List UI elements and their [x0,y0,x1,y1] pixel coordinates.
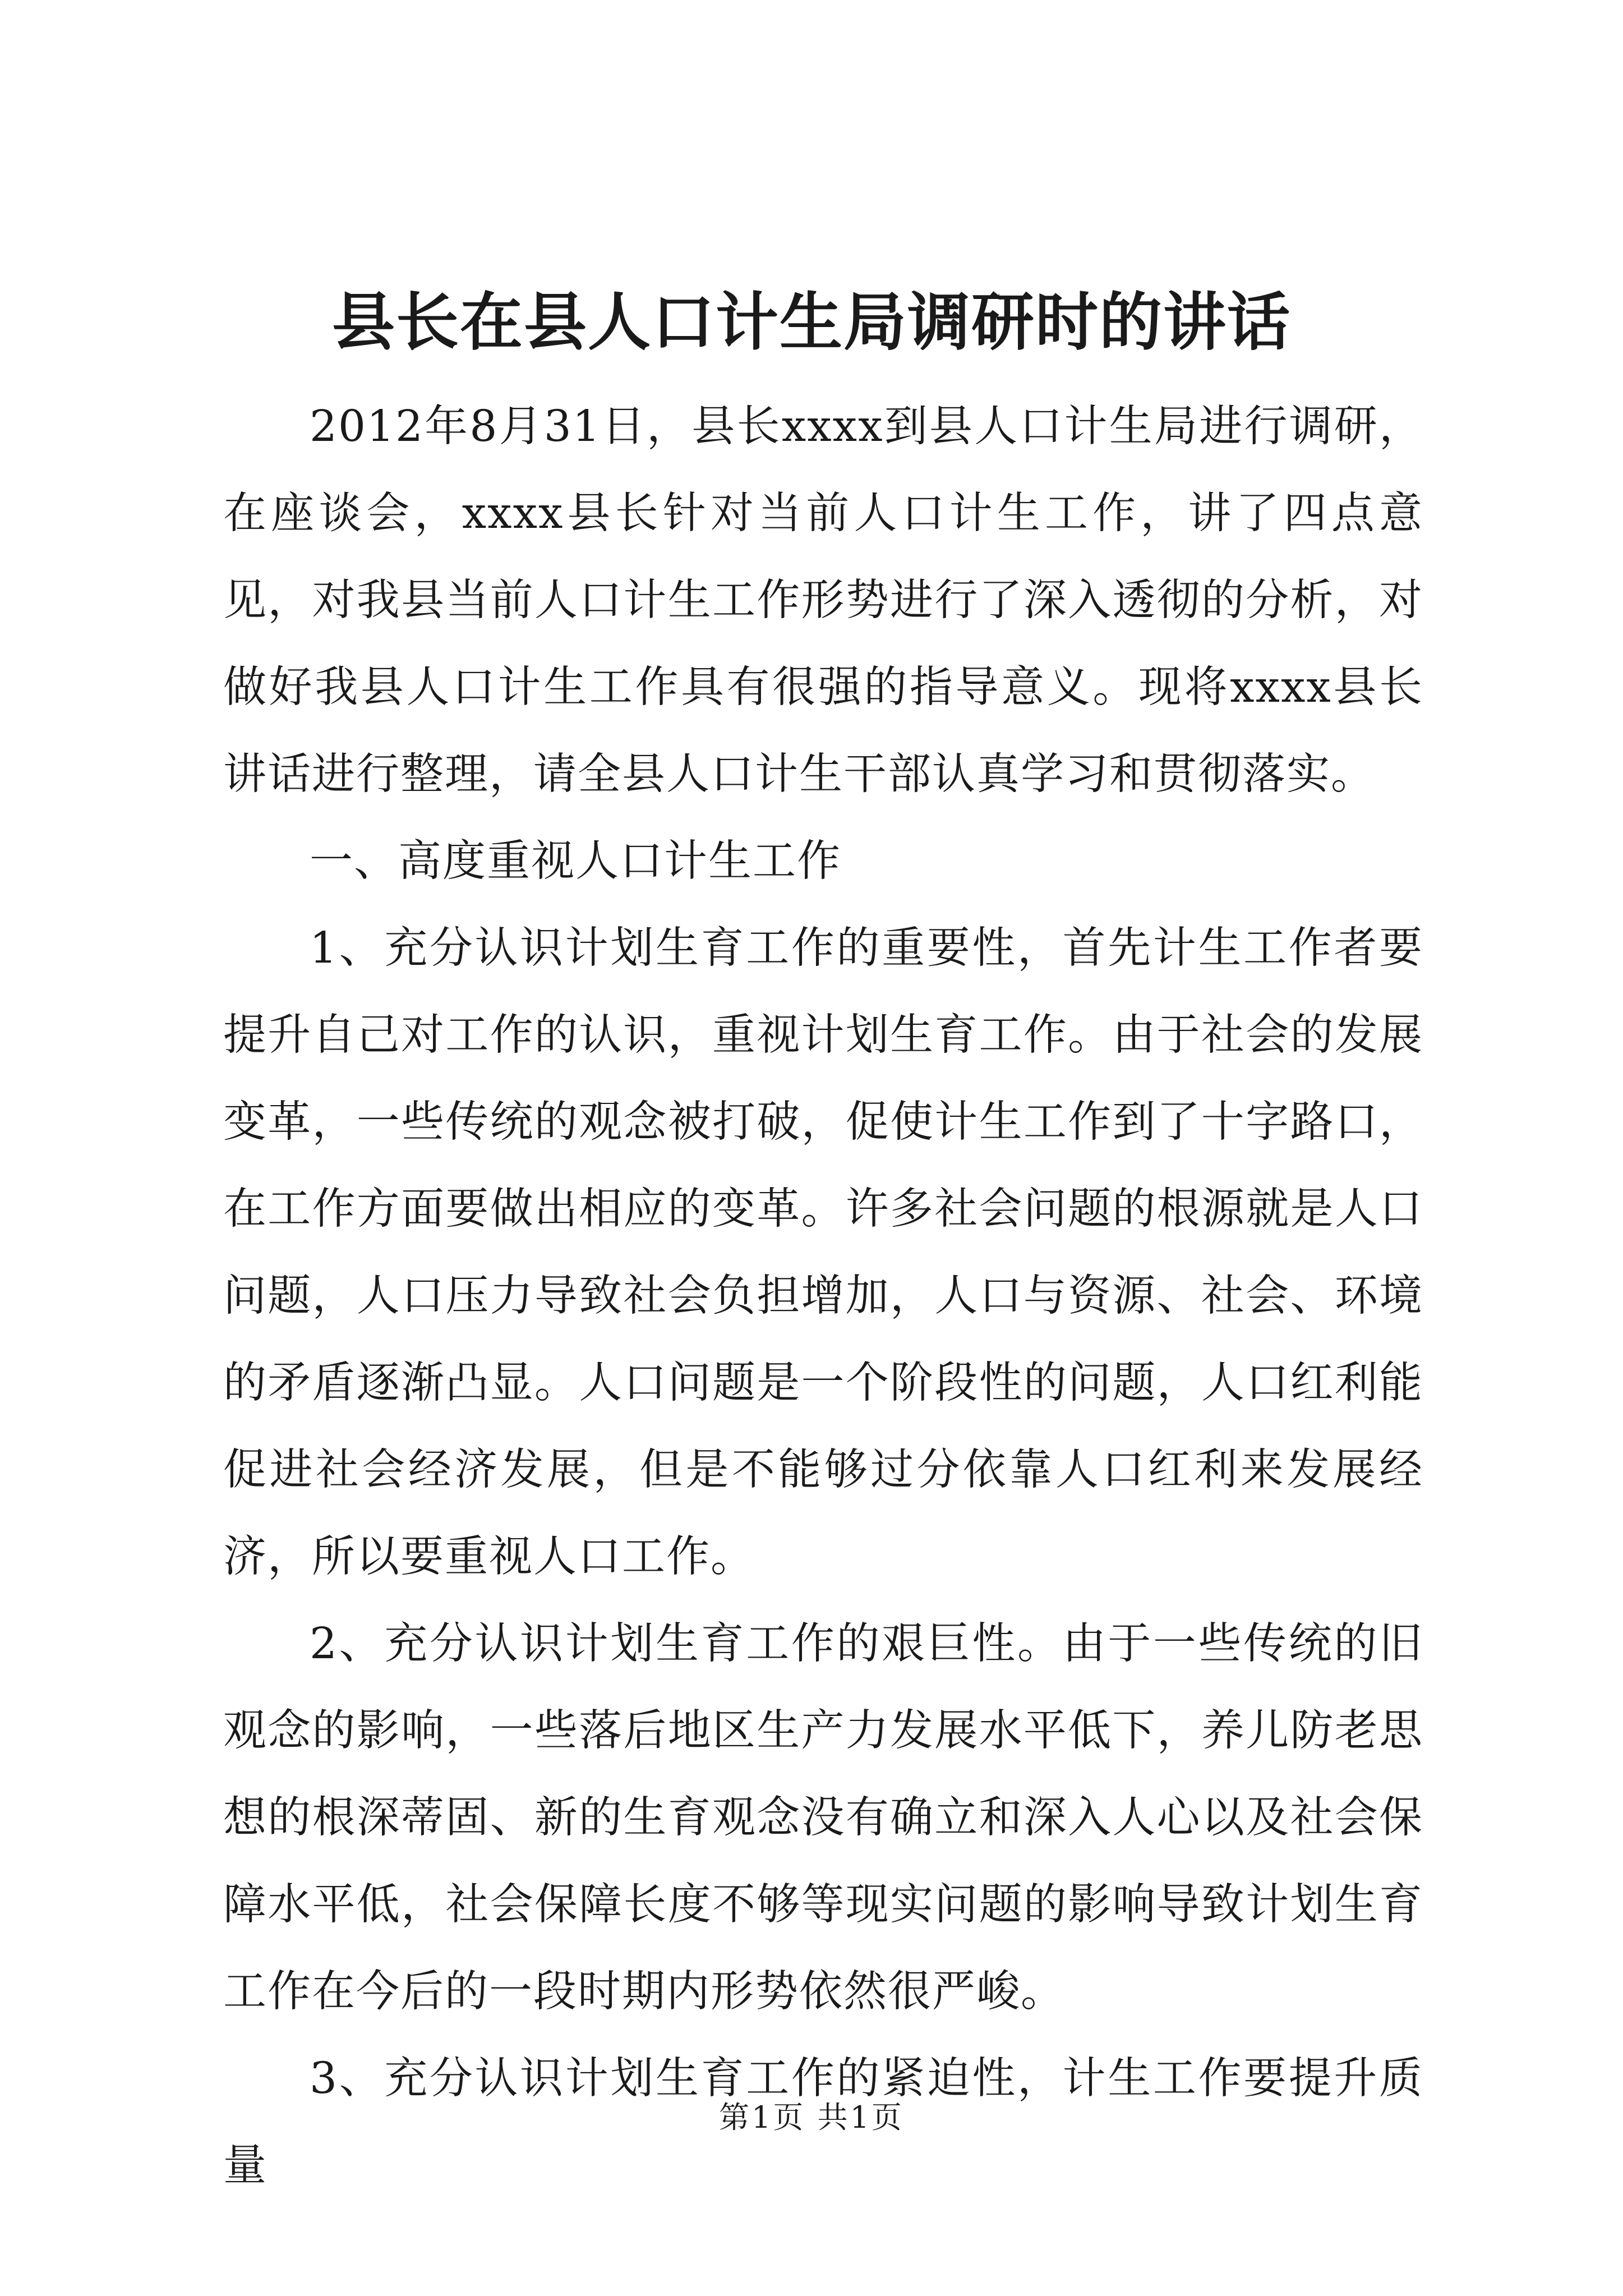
paragraph-point-2: 2、充分认识计划生育工作的艰巨性。由于一些传统的旧观念的影响，一些落后地区生产力发展水平低下，养儿防老思想的根深蒂固、新的生育观念没有确立和深入人心以及社会保障水平低，社会保障长度不够等现实问题的影响导致计划生育工作在今后的一段时期内形势依然很严峻。 [223,1619,1423,2017]
paragraph-point-1: 1、充分认识计划生育工作的重要性，首先计生工作者要提升自己对工作的认识，重视计划生育工作。由于社会的发展变革，一些传统的观念被打破，促使计生工作到了十字路口，在工作方面要做出相应的变革。许多社会问题的根源就是人口问题，人口压力导致社会负担增加，人口与资源、社会、环境的矛盾逐渐凸显。人口问题是一个阶段性的问题，人口红利能促进社会经济发展，但是不能够过分依靠人口红利来发展经济，所以要重视人口工作。 [223,923,1423,1582]
document-title: 县长在县人口计生局调研时的讲话 [332,286,1291,359]
paragraph-intro: 2012年8月31日，县长xxxx到县人口计生局进行调研，在座谈会，xxxx县长针对当前人口计生工作，讲了四点意见，对我县当前人口计生工作形势进行了深入透彻的分析，对做好我县人口计生工作具有很强的指导意义。现将xxxx县长讲话进行整理，请全县人口计生干部认真学习和贯彻落实。 [223,402,1423,799]
paragraph-point-3: 3、充分认识计划生育工作的紧迫性，计生工作要提升质量 [223,2054,1423,2191]
section-heading-1: 一、高度重视人口计生工作 [310,836,841,886]
document-body [223,383,1423,2209]
page-number-footer: 第1页 共1页 [719,2100,904,2135]
